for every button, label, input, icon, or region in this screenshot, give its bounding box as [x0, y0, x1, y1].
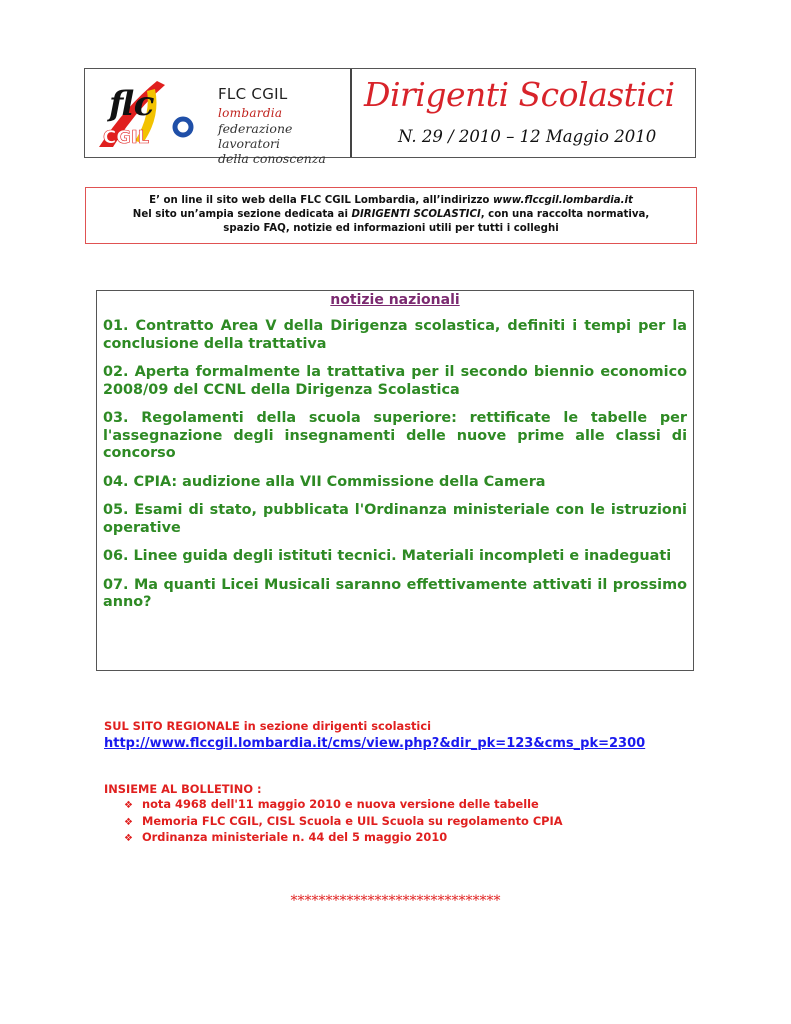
diamond-bullet-icon: ❖ — [124, 833, 133, 844]
logo-text-top: flc — [109, 84, 155, 124]
flc-cgil-logo — [95, 77, 195, 151]
notice-section-name: DIRIGENTI SCOLASTICI — [351, 209, 481, 220]
logo-text-bottom: CGIL — [103, 127, 150, 148]
newsletter-header — [84, 68, 696, 166]
attachment-label: Ordinanza ministeriale n. 44 del 5 maggio 2010 — [142, 830, 448, 844]
org-block — [85, 69, 352, 166]
list-item — [124, 797, 563, 814]
regional-site-label: SUL SITO REGIONALE in sezione dirigenti scolastici — [104, 719, 431, 733]
list-item — [124, 814, 563, 831]
notice-line2-text: Nel sito un’ampia sezione dedicata ai — [132, 209, 352, 220]
news-item[interactable]: 05. Esami di stato, pubblicata l'Ordinanza ministeriale con le istruzioni operative — [103, 502, 687, 536]
org-name-block — [218, 85, 350, 166]
national-news-box — [96, 290, 694, 671]
news-item[interactable]: 03. Regolamenti della scuola superiore: rettificate le tabelle per l'assegnazione degli insegnamenti delle nuove prime alle classi di concorso — [103, 410, 687, 461]
news-item[interactable]: 01. Contratto Area V della Dirigenza scolastica, definiti i tempi per la conclusione della trattativa — [103, 318, 687, 352]
news-item[interactable]: 04. CPIA: audizione alla VII Commissione della Camera — [103, 473, 546, 490]
notice-site-url[interactable]: www.flccgil.lombardia.it — [492, 195, 633, 206]
notice-line2-suffix: , con una raccolta normativa, — [480, 209, 650, 220]
diamond-bullet-icon: ❖ — [124, 816, 133, 828]
org-subtitle-1: federazione lavoratori — [218, 121, 293, 151]
notice-line3: spazio FAQ, notizie ed informazioni utili per tutti i colleghi — [223, 223, 559, 234]
list-item — [124, 830, 563, 847]
regional-site-link[interactable]: http://www.flccgil.lombardia.it/cms/view.php?&dir_pk=123&cms_pk=2300 — [104, 736, 646, 751]
diamond-bullet-icon: ❖ — [124, 800, 133, 811]
website-notice — [85, 187, 697, 244]
org-region: lombardia — [218, 106, 283, 120]
page-title: Dirigenti Scolastici — [364, 75, 675, 114]
news-item[interactable]: 02. Aperta formalmente la trattativa per il secondo biennio economico 2008/09 del CCNL della Dirigenza Scolastica — [103, 364, 687, 398]
title-block — [352, 69, 695, 157]
issue-number: N. 29 / 2010 – 12 Maggio 2010 — [398, 127, 657, 146]
news-item[interactable]: 06. Linee guida degli istituti tecnici. Materiali incompleti e inadeguati — [103, 548, 672, 564]
org-subtitle-2: della conoscenza — [218, 151, 326, 166]
attachment-label: Memoria FLC CGIL, CISL Scuola e UIL Scuola su regolamento CPIA — [142, 813, 563, 828]
attachments-title: INSIEME AL BOLLETINO : — [104, 782, 262, 796]
footer-separator: ****************************** — [290, 893, 501, 909]
attachment-label: nota 4968 dell'11 maggio 2010 e nuova versione delle tabelle — [142, 797, 539, 811]
notice-line1-text: E’ on line il sito web della FLC CGIL Lombardia, all’indirizzo — [149, 195, 493, 206]
news-heading[interactable]: notizie nazionali — [330, 292, 460, 308]
attachments-list — [124, 797, 563, 847]
org-name: FLC CGIL — [218, 85, 288, 103]
news-item[interactable]: 07. Ma quanti Licei Musicali saranno effettivamente attivati il prossimo anno? — [103, 576, 687, 610]
